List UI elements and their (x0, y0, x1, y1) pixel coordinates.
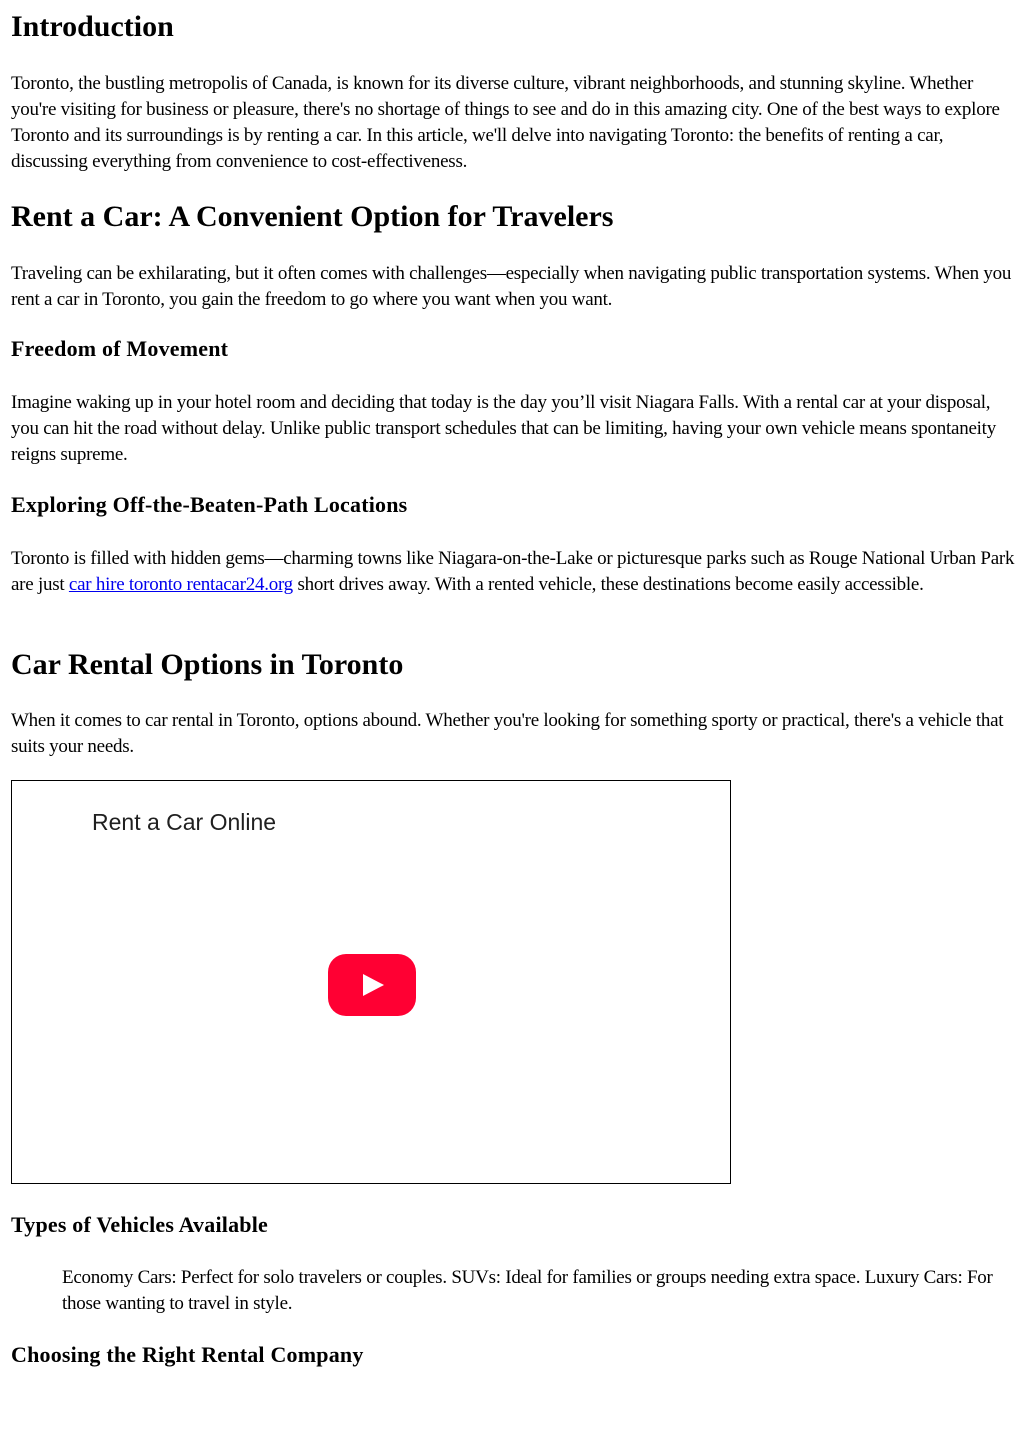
video-title[interactable]: Rent a Car Online (92, 809, 277, 835)
paragraph-types-of-vehicles: Economy Cars: Perfect for solo travelers or couples. SUVs: Ideal for families or groups needing extra space. Luxury Cars: For those wanting to travel in style. (62, 1267, 993, 1314)
paragraph-exploring-locations (11, 546, 1015, 598)
heading-types-of-vehicles: Types of Vehicles Available (11, 1212, 268, 1237)
paragraph-text-after-link: short drives away. With a rented vehicle, these destinations become easily accessible. (292, 574, 924, 595)
paragraph-text-before-link: Toronto is filled with hidden gems—charming towns like Niagara-on-the-Lake or picturesque parks such as Rouge National Urban Park are just (11, 548, 1015, 595)
paragraph-rent-a-car: Traveling can be exhilarating, but it often comes with challenges—especially when navigating public transportation systems. When you rent a car in Toronto, you gain the freedom to go where you want when you want. (11, 263, 1012, 310)
car-hire-link[interactable]: car hire toronto rentacar24.org (68, 574, 293, 595)
video-embed[interactable] (11, 780, 731, 1184)
youtube-play-icon (328, 954, 416, 1016)
heading-exploring-locations: Exploring Off-the-Beaten-Path Locations (11, 492, 408, 517)
paragraph-car-rental-options: When it comes to car rental in Toronto, options abound. Whether you're looking for something sporty or practical, there's a vehicle that suits your needs. (11, 710, 1004, 757)
heading-car-rental-options: Car Rental Options in Toronto (11, 648, 404, 681)
paragraph-freedom-of-movement: Imagine waking up in your hotel room and deciding that today is the day you’ll visit Niagara Falls. With a rental car at your disposal, you can hit the road without delay. Unlike public transport schedules that can be limiting, having your own vehicle means spontaneity reigns supreme. (11, 392, 996, 465)
heading-rent-a-car: Rent a Car: A Convenient Option for Travelers (11, 200, 614, 233)
heading-introduction: Introduction (11, 10, 174, 43)
heading-choosing-rental-company: Choosing the Right Rental Company (11, 1342, 364, 1367)
youtube-play-button[interactable] (328, 954, 416, 1016)
paragraph-introduction: Toronto, the bustling metropolis of Canada, is known for its diverse culture, vibrant neighborhoods, and stunning skyline. Whether you're visiting for business or pleasure, there's no shortage of things to see and do in this amazing city. One of the best ways to explore Toronto and its surroundings is by renting a car. In this article, we'll delve into navigating Toronto: the benefits of renting a car, discussing everything from convenience to cost-effectiveness. (11, 73, 1000, 172)
heading-freedom-of-movement: Freedom of Movement (11, 336, 229, 361)
